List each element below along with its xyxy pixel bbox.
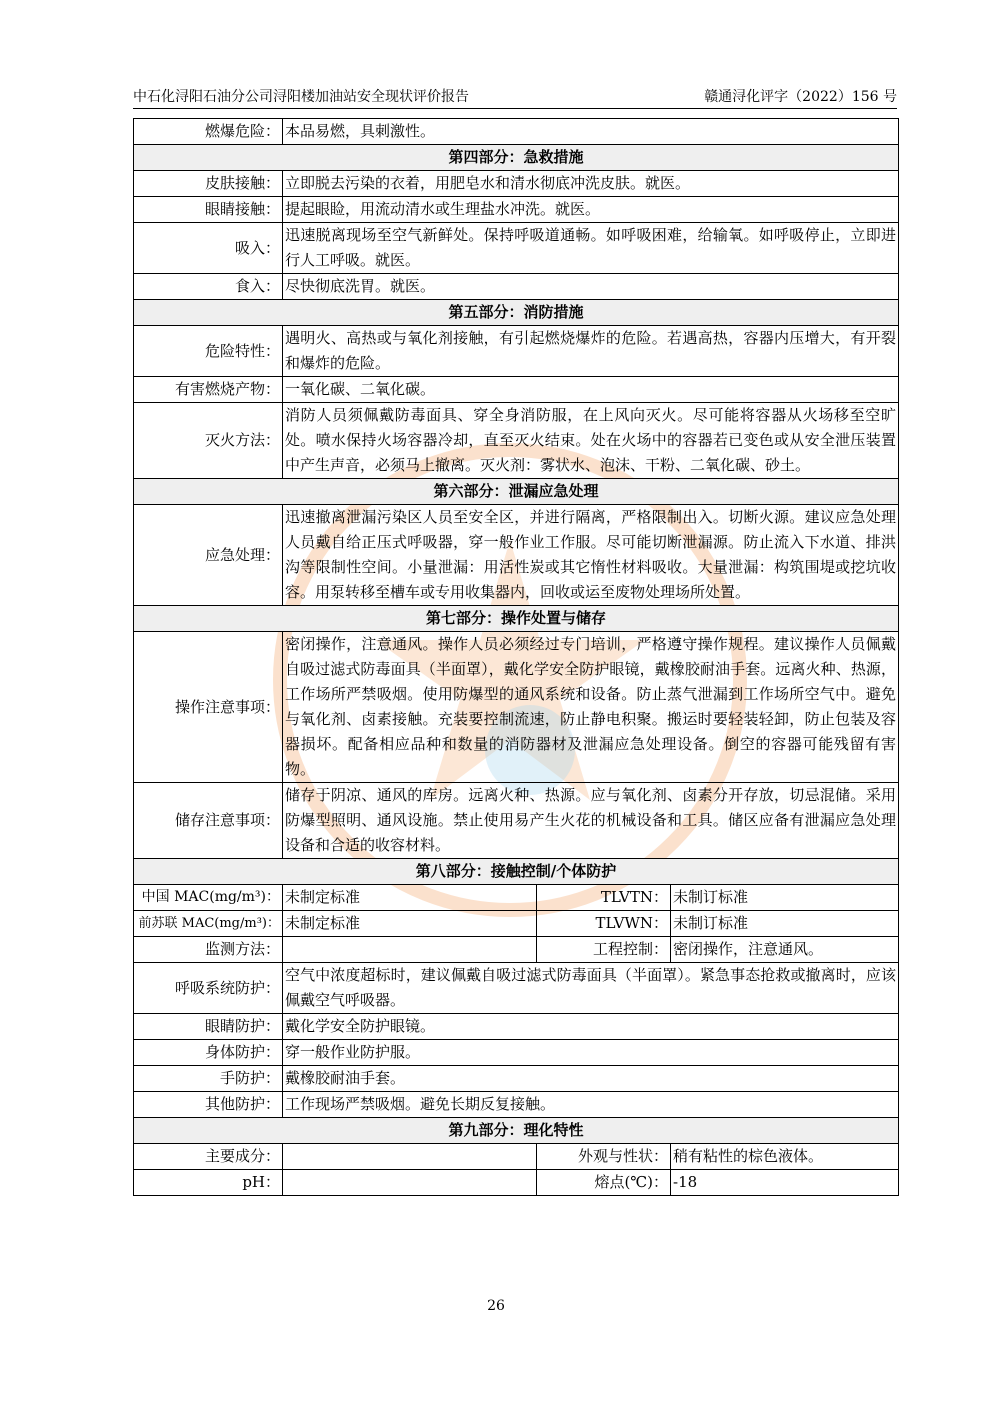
eye-label: 眼睛接触： <box>134 197 283 223</box>
ingest-label: 食入： <box>134 274 283 300</box>
hand-protection-text: 戴橡胶耐油手套。 <box>283 1066 899 1092</box>
msds-table <box>133 118 899 1196</box>
hazard-text: 遇明火、高热或与氧化剂接触，有引起燃烧爆炸的危险。若遇高热，容器内压增大，有开裂和爆炸的危险。 <box>283 326 899 377</box>
page-number: 26 <box>487 1298 505 1314</box>
section-5-title: 第五部分：消防措施 <box>134 300 899 326</box>
body-protection-text: 穿一般作业防护服。 <box>283 1040 899 1066</box>
melting-point-value: -18 <box>671 1170 899 1196</box>
header-title: 中石化浔阳石油分公司浔阳楼加油站安全现状评价报告 <box>133 89 469 105</box>
ph-label: pH： <box>134 1170 283 1196</box>
operation-label: 操作注意事项： <box>134 632 283 783</box>
tlvtn-label: TLVTN： <box>537 885 671 911</box>
fire-label: 灭火方法： <box>134 403 283 479</box>
soviet-mac-value: 未制定标准 <box>283 911 537 937</box>
section-6-title: 第六部分：泄漏应急处理 <box>134 479 899 505</box>
soviet-mac-label: 前苏联 MAC(mg/m³)： <box>134 911 283 937</box>
appearance-value: 稍有粘性的棕色液体。 <box>671 1144 899 1170</box>
china-mac-value: 未制定标准 <box>283 885 537 911</box>
engineering-label: 工程控制： <box>537 937 671 963</box>
composition-label: 主要成分： <box>134 1144 283 1170</box>
skin-text: 立即脱去污染的衣着，用肥皂水和清水彻底冲洗皮肤。就医。 <box>283 171 899 197</box>
operation-text: 密闭操作，注意通风。操作人员必须经过专门培训，严格遵守操作规程。建议操作人员佩戴自吸过滤式防毒面具（半面罩），戴化学安全防护眼镜，戴橡胶耐油手套。远离火种、热源，工作场所严禁吸烟。使用防爆型的通风系统和设备。防止蒸气泄漏到工作场所空气中。避免与氧化剂、卤素接触。充装要控制流速，防止静电积聚。搬运时要轻装轻卸，防止包装及容器损坏。配备相应品种和数量的消防器材及泄漏应急处理设备。倒空的容器可能残留有害物。 <box>283 632 899 783</box>
burn-text: 本品易燃，具刺激性。 <box>283 119 899 145</box>
combustion-label: 有害燃烧产物： <box>134 377 283 403</box>
inhale-text: 迅速脱离现场至空气新鲜处。保持呼吸道通畅。如呼吸困难，给输氧。如呼吸停止，立即进行人工呼吸。就医。 <box>283 223 899 274</box>
section-4-title: 第四部分：急救措施 <box>134 145 899 171</box>
eye-protection-label: 眼睛防护： <box>134 1014 283 1040</box>
appearance-label: 外观与性状： <box>537 1144 671 1170</box>
other-protection-text: 工作现场严禁吸烟。避免长期反复接触。 <box>283 1092 899 1118</box>
eye-protection-text: 戴化学安全防护眼镜。 <box>283 1014 899 1040</box>
header-rule <box>133 108 897 109</box>
section-8-title: 第八部分：接触控制/个体防护 <box>134 859 899 885</box>
section-9-title: 第九部分：理化特性 <box>134 1118 899 1144</box>
other-protection-label: 其他防护： <box>134 1092 283 1118</box>
emergency-text: 迅速撤离泄漏污染区人员至安全区，并进行隔离，严格限制出入。切断火源。建议应急处理人员戴自给正压式呼吸器，穿一般作业工作服。尽可能切断泄漏源。防止流入下水道、排洪沟等限制性空间。小量泄漏：用活性炭或其它惰性材料吸收。大量泄漏：构筑围堤或挖坑收容。用泵转移至槽车或专用收集器内，回收或运至废物处理场所处置。 <box>283 505 899 606</box>
engineering-value: 密闭操作，注意通风。 <box>671 937 899 963</box>
respiratory-text: 空气中浓度超标时，建议佩戴自吸过滤式防毒面具（半面罩）。紧急事态抢救或撤离时，应该佩戴空气呼吸器。 <box>283 963 899 1014</box>
skin-label: 皮肤接触： <box>134 171 283 197</box>
ph-value <box>283 1170 537 1196</box>
china-mac-label: 中国 MAC(mg/m³)： <box>134 885 283 911</box>
body-protection-label: 身体防护： <box>134 1040 283 1066</box>
inhale-label: 吸入： <box>134 223 283 274</box>
section-7-title: 第七部分：操作处置与储存 <box>134 606 899 632</box>
header-doc-number: 赣通浔化评字（2022）156 号 <box>704 89 897 105</box>
hand-protection-label: 手防护： <box>134 1066 283 1092</box>
storage-label: 储存注意事项： <box>134 783 283 859</box>
combustion-text: 一氧化碳、二氧化碳。 <box>283 377 899 403</box>
tlvwn-label: TLVWN： <box>537 911 671 937</box>
hazard-label: 危险特性： <box>134 326 283 377</box>
burn-label: 燃爆危险： <box>134 119 283 145</box>
monitor-label: 监测方法： <box>134 937 283 963</box>
storage-text: 储存于阴凉、通风的库房。远离火种、热源。应与氧化剂、卤素分开存放，切忌混储。采用防爆型照明、通风设施。禁止使用易产生火花的机械设备和工具。储区应备有泄漏应急处理设备和合适的收容材料。 <box>283 783 899 859</box>
fire-text: 消防人员须佩戴防毒面具、穿全身消防服，在上风向灭火。尽可能将容器从火场移至空旷处。喷水保持火场容器冷却，直至灭火结束。处在火场中的容器若已变色或从安全泄压装置中产生声音，必须马上撤离。灭火剂：雾状水、泡沫、干粉、二氧化碳、砂土。 <box>283 403 899 479</box>
composition-value <box>283 1144 537 1170</box>
melting-point-label: 熔点(℃)： <box>537 1170 671 1196</box>
monitor-value <box>283 937 537 963</box>
respiratory-label: 呼吸系统防护： <box>134 963 283 1014</box>
tlvwn-value: 未制订标准 <box>671 911 899 937</box>
tlvtn-value: 未制订标准 <box>671 885 899 911</box>
emergency-label: 应急处理： <box>134 505 283 606</box>
ingest-text: 尽快彻底洗胃。就医。 <box>283 274 899 300</box>
eye-text: 提起眼睑，用流动清水或生理盐水冲洗。就医。 <box>283 197 899 223</box>
